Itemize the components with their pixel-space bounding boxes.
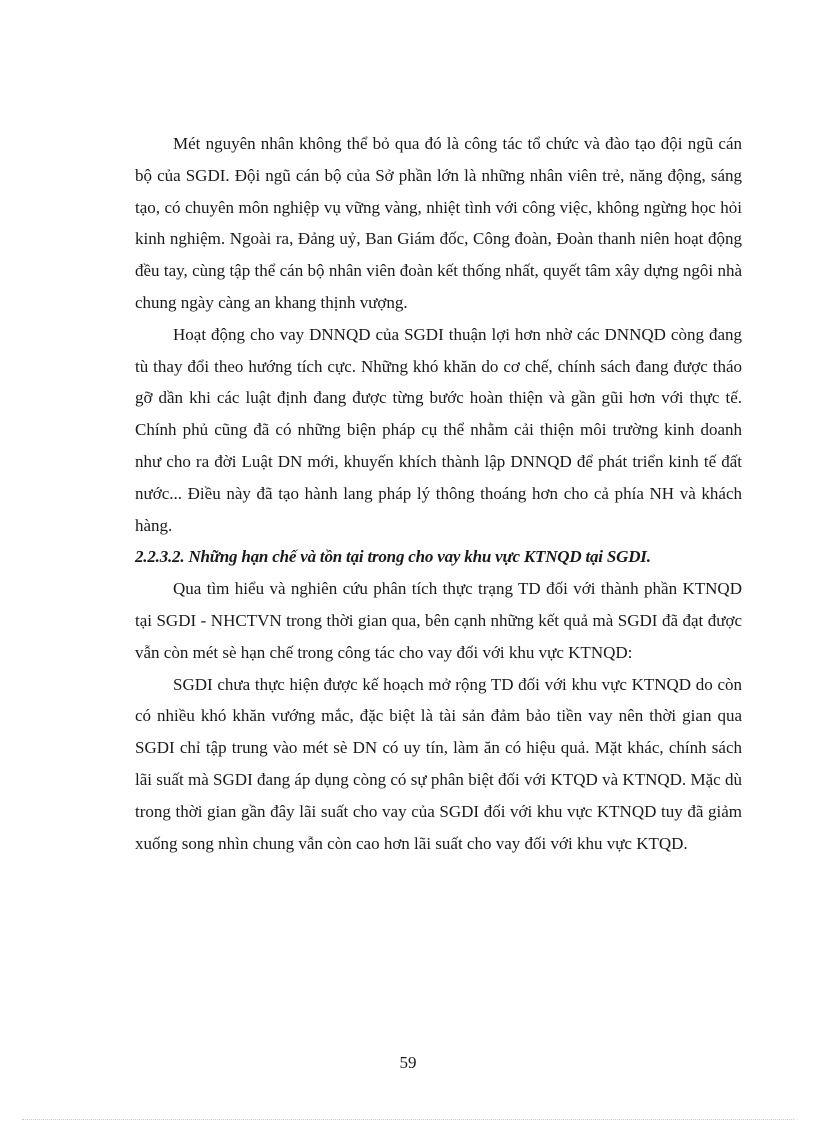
paragraph-limitations-intro: Qua tìm hiểu và nghiên cứu phân tích thực trạng TD đối với thành phần KTNQD tại SGDI - NHCTVN trong thời gian qua, bên cạnh những kết quả mà SGDI đã đạt được vẫn còn mét sè hạn chế trong công tác cho vay đối với khu vực KTNQD:	[135, 579, 742, 662]
footer-divider	[22, 1119, 794, 1120]
section-heading: 2.2.3.2. Những hạn chế và tồn tại trong cho vay khu vực KTNQD tại SGDI.	[135, 547, 651, 567]
paragraph-limitations-detail: SGDI chưa thực hiện được kế hoạch mở rộng TD đối với khu vực KTNQD do còn có nhiều khó khăn vướng mắc, đặc biệt là tài sản đảm bảo tiền vay nên thời gian qua SGDI chỉ tập trung vào mét sè DN có uy tín, làm ăn có hiệu quả. Mặt khác, chính sách lãi suất mà SGDI đang áp dụng còng có sự phân biệt đối với KTQD và KTNQD. Mặc dù trong thời gian gần đây lãi suất cho vay của SGDI đối với khu vực KTNQD tuy đã giảm xuống song nhìn chung vẫn còn cao hơn lãi suất cho vay đối với khu vực KTQD.	[135, 674, 742, 853]
page-number: 59	[399, 1053, 417, 1072]
paragraph-staff-training: Mét nguyên nhân không thể bỏ qua đó là công tác tổ chức và đào tạo đội ngũ cán bộ của SGDI. Đội ngũ cán bộ của Sở phần lớn là những nhân viên trẻ, năng động, sáng tạo, có chuyên môn nghiệp vụ vững vàng, nhiệt tình với công việc, không ngừng học hỏi kinh nghiệm. Ngoài ra, Đảng uỷ, Ban Giám đốc, Công đoàn, Đoàn thanh niên hoạt động đều tay, cùng tập thể cán bộ nhân viên đoàn kết thống nhất, quyết tâm xây dựng ngôi nhà chung ngày càng an khang thịnh vượng.	[135, 134, 742, 312]
document-body	[135, 128, 742, 859]
paragraph-lending-advantages: Hoạt động cho vay DNNQD của SGDI thuận lợi hơn nhờ các DNNQD còng đang tù thay đổi theo hướng tích cực. Những khó khăn do cơ chế, chính sách đang được tháo gỡ dần khi các luật định đang được từng bước hoàn thiện và gần gũi hơn với thực tế. Chính phủ cũng đã có những biện pháp cụ thể nhằm cải thiện môi trường kinh doanh như cho ra đời Luật DN mới, khuyến khích thành lập DNNQD để phát triển kinh tế đất nước... Điều này đã tạo hành lang pháp lý thông thoáng hơn cho cả phía NH và khách hàng.	[135, 324, 742, 535]
